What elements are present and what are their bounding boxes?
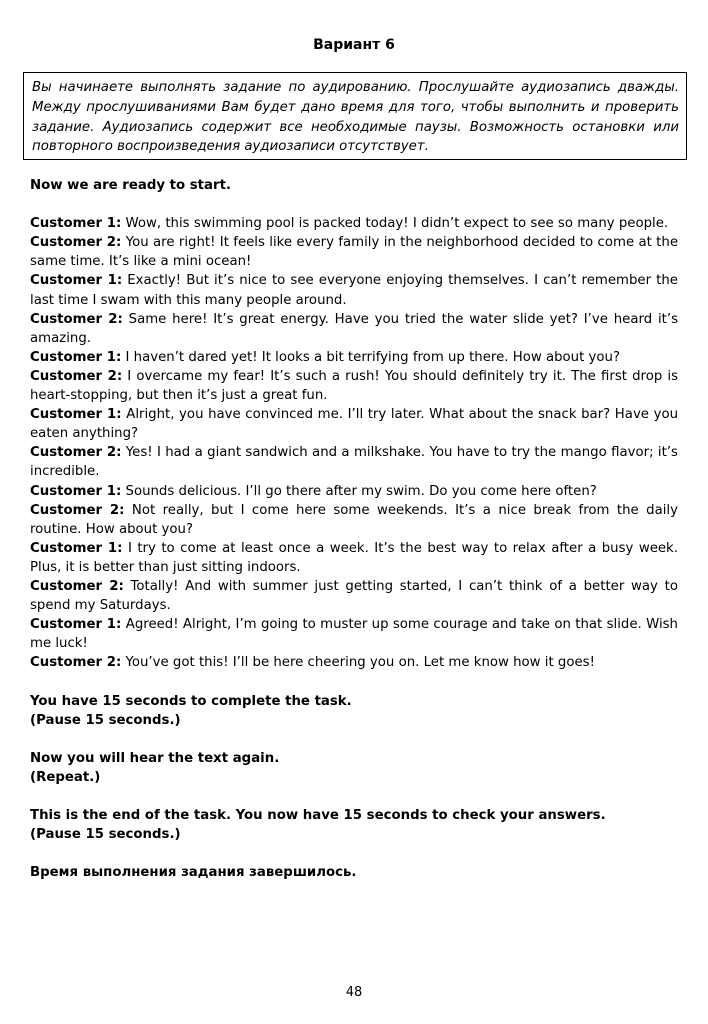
dialogue-line	[30, 405, 678, 443]
dialogue-line	[30, 653, 678, 672]
speaker-label: Customer 2:	[30, 445, 122, 461]
speaker-label: Customer 1:	[30, 273, 123, 289]
dialogue-line	[30, 501, 678, 539]
dialogue-line	[30, 443, 678, 481]
dialogue-line	[30, 233, 678, 271]
speaker-label: Customer 1:	[30, 617, 122, 633]
speaker-label: Customer 2:	[30, 368, 123, 384]
speaker-label: Customer 2:	[30, 502, 125, 518]
line-text: Exactly! But it’s nice to see everyone enjoying themselves. I can’t remember the last time I swam with this many people around.	[30, 273, 678, 308]
pause-line: (Pause 15 seconds.)	[30, 827, 181, 843]
task-time-line: You have 15 seconds to complete the task.	[30, 693, 352, 709]
repeat-line: (Repeat.)	[30, 769, 101, 785]
dialogue-line	[30, 271, 678, 309]
variant-title: Вариант 6	[313, 37, 395, 53]
line-text: Yes! I had a giant sandwich and a milkshake. You have to try the mango flavor; it’s incredible.	[30, 445, 678, 480]
dialogue-line	[30, 348, 678, 367]
spacer	[30, 672, 678, 691]
line-text: Wow, this swimming pool is packed today! I didn’t expect to see so many people.	[125, 216, 669, 232]
dialogue-line	[30, 615, 678, 653]
transcript	[30, 176, 678, 882]
spacer	[30, 730, 678, 749]
start-line: Now we are ready to start.	[30, 178, 231, 193]
line-text: I haven’t dared yet! It looks a bit terrifying from up there. How about you?	[125, 349, 621, 365]
instructions-text: Вы начинаете выполнять задание по аудированию. Прослушайте аудиозапись дважды. Между прослушиваниями Вам будет дано время для того, чтобы выполнить и проверить задание. Аудиозапись содержит все необходимые паузы. Возможность остановки или повторного воспроизведения аудиозаписи отсутствует.	[32, 80, 679, 155]
dialogue-line	[30, 482, 678, 501]
spacer	[30, 787, 678, 806]
hear-again-line: Now you will hear the text again.	[30, 750, 280, 766]
speaker-label: Customer 2:	[30, 235, 122, 251]
speaker-label: Customer 2:	[30, 578, 124, 594]
pause-line: (Pause 15 seconds.)	[30, 712, 181, 728]
speaker-label: Customer 1:	[30, 483, 122, 499]
speaker-label: Customer 1:	[30, 349, 122, 365]
instructions-box	[23, 72, 687, 160]
dialogue-line	[30, 577, 678, 615]
end-task-line: This is the end of the task. You now have 15 seconds to check your answers.	[30, 808, 606, 824]
spacer	[30, 844, 678, 863]
line-text: Agreed! Alright, I’m going to muster up some courage and take on that slide. Wish me luck!	[30, 617, 678, 652]
dialogue-line	[30, 310, 678, 348]
speaker-label: Customer 1:	[30, 540, 123, 556]
line-text: Same here! It’s great energy. Have you tried the water slide yet? I’ve heard it’s amazing.	[30, 311, 679, 346]
page-number: 48	[345, 985, 363, 1000]
speaker-label: Customer 1:	[30, 407, 122, 423]
time-over-line: Время выполнения задания завершилось.	[30, 865, 357, 881]
speaker-label: Customer 1:	[30, 216, 122, 232]
line-text: Sounds delicious. I’ll go there after my swim. Do you come here often?	[125, 483, 597, 499]
dialogue-line	[30, 214, 678, 233]
speaker-label: Customer 2:	[30, 655, 122, 671]
speaker-label: Customer 2:	[30, 311, 123, 327]
line-text: Alright, you have convinced me. I’ll try later. What about the snack bar? Have you eaten anything?	[30, 407, 679, 442]
line-text: I overcame my fear! It’s such a rush! You should definitely try it. The first drop is heart-stopping, but then it’s just a great fun.	[30, 368, 679, 404]
dialogue-line	[30, 367, 678, 405]
line-text: Not really, but I come here some weekends. It’s a nice break from the daily routine. How about you?	[30, 502, 678, 537]
line-text: Totally! And with summer just getting started, I can’t think of a better way to spend my Saturdays.	[30, 578, 678, 614]
line-text: You’ve got this! I’ll be here cheering you on. Let me know how it goes!	[125, 655, 595, 671]
line-text: You are right! It feels like every family in the neighborhood decided to come at the same time. It’s like a mini ocean!	[30, 235, 678, 270]
dialogue-line	[30, 539, 678, 577]
line-text: I try to come at least once a week. It’s the best way to relax after a busy week. Plus, it is better than just sitting indoors.	[30, 540, 678, 575]
spacer	[30, 195, 678, 214]
dialogue	[30, 214, 678, 672]
